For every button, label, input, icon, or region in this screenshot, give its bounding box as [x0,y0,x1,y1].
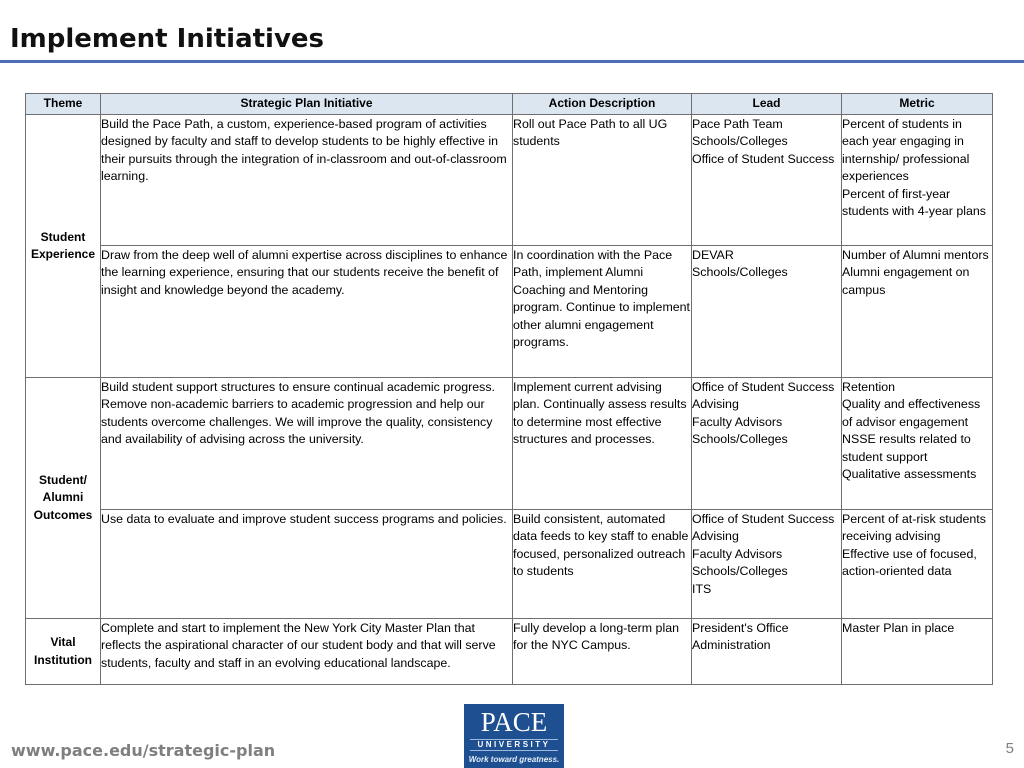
slide-title: Implement Initiatives [10,24,325,54]
table-row [26,246,993,378]
action-cell: In coordination with the Pace Path, implement Alumni Coaching and Mentoring program. Continue to implement other alumni engagement programs. [513,246,692,378]
table-row [26,510,993,619]
lead-cell: DEVAR Schools/Colleges [692,246,842,378]
theme-cell: Vital Institution [26,619,101,685]
initiative-cell: Draw from the deep well of alumni expertise across disciplines to enhance the learning experience, ensuring that our students receive the benefit of insight and knowledge beyond the academy. [101,246,513,378]
header-theme: Theme [26,94,101,115]
action-cell: Build consistent, automated data feeds to key staff to enable focused, personalized outreach to students [513,510,692,619]
title-underline [0,60,1024,63]
logo-wordmark: PACE [480,707,548,737]
table-row [26,115,993,246]
header-initiative: Strategic Plan Initiative [101,94,513,115]
initiative-cell: Use data to evaluate and improve student success programs and policies. [101,510,513,619]
header-metric: Metric [842,94,993,115]
initiative-cell: Complete and start to implement the New York City Master Plan that reflects the aspirational character of our student body and that will serve students, faculty and staff in an evolving educational landscape. [101,619,513,685]
action-cell: Roll out Pace Path to all UG students [513,115,692,246]
table-row [26,619,993,685]
logo-tagline: Work toward greatness. [468,755,560,764]
page-number: 5 [1005,740,1014,757]
table-row [26,378,993,510]
table-header-row [26,94,993,115]
lead-cell: President's Office Administration [692,619,842,685]
action-cell: Implement current advising plan. Continually assess results to determine most effective structures and processes. [513,378,692,510]
logo-subtitle: UNIVERSITY [470,739,558,751]
initiative-cell: Build the Pace Path, a custom, experience-based program of activities designed by faculty and staff to develop students to be highly effective in their pursuits through the integration of in-classroom and out-of-classroom learning. [101,115,513,246]
metric-cell: Master Plan in place [842,619,993,685]
header-lead: Lead [692,94,842,115]
metric-cell: Retention Quality and effectiveness of advisor engagement NSSE results related to student support Qualitative assessments [842,378,993,510]
metric-cell: Percent of at-risk students receiving advising Effective use of focused, action-oriented data [842,510,993,619]
pace-university-logo [464,704,564,768]
lead-cell: Office of Student Success Advising Faculty Advisors Schools/Colleges ITS [692,510,842,619]
lead-cell: Office of Student Success Advising Faculty Advisors Schools/Colleges [692,378,842,510]
metric-cell: Percent of students in each year engaging in internship/ professional experiences Percent of first-year students with 4-year plans [842,115,993,246]
metric-cell: Number of Alumni mentors Alumni engagement on campus [842,246,993,378]
lead-cell: Pace Path Team Schools/Colleges Office of Student Success [692,115,842,246]
theme-cell: Student/ Alumni Outcomes [26,378,101,619]
header-action: Action Description [513,94,692,115]
initiatives-table [25,93,993,685]
initiative-cell: Build student support structures to ensure continual academic progress. Remove non-academic barriers to academic progression and help our students overcome challenges. We will improve the quality, consistency and availability of advising across the university. [101,378,513,510]
footer-url: www.pace.edu/strategic-plan [11,741,276,760]
action-cell: Fully develop a long-term plan for the NYC Campus. [513,619,692,685]
theme-cell: Student Experience [26,115,101,378]
